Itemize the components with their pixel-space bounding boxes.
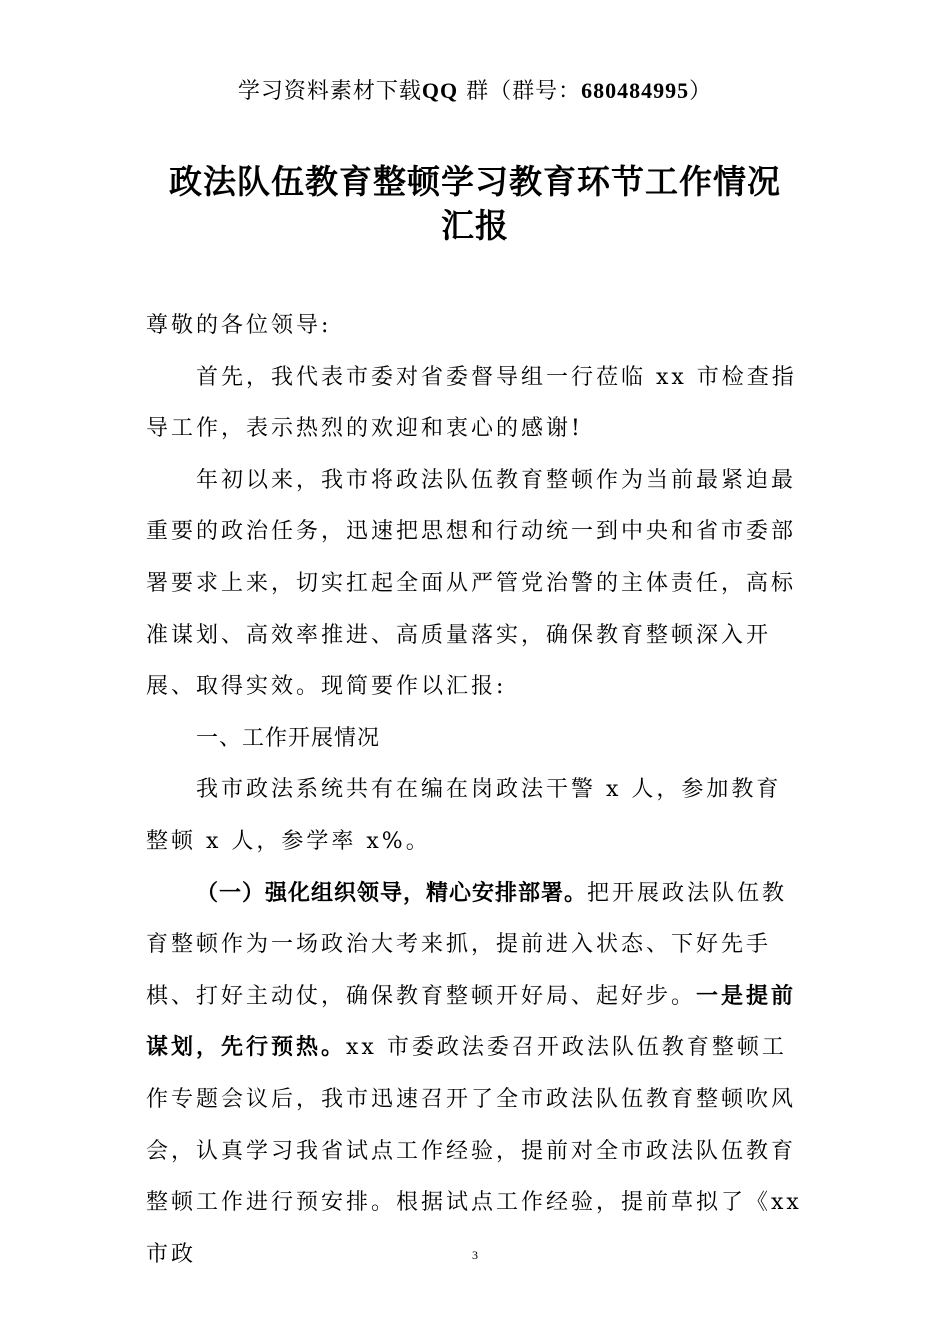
paragraph-4-lead: （一）强化组织领导，精心安排部署。 <box>196 880 588 906</box>
title-line-1: 政法队伍教育整顿学习教育环节工作情况 <box>169 162 781 201</box>
paragraph-4-text-2: xx 市委政法委召开政法队伍教育整顿工作专题会议后，我市迅速召开了全市政法队伍教育整顿吹风会，认真学习我省试点工作经验，提前对全市政法队伍教育整顿工作进行预安排。根据试点工作经验，提前草拟了《xx 市政 <box>146 1035 802 1267</box>
header-suffix: ） <box>689 79 713 104</box>
header-prefix: 学习资料素材下载 <box>237 79 422 104</box>
paragraph-4 <box>146 868 806 1281</box>
title-line-2: 汇报 <box>441 206 509 245</box>
paragraph-2: 年初以来，我市将政法队伍教育整顿作为当前最紧迫最重要的政治任务，迅速把思想和行动统一到中央和省市委部署要求上来，切实扛起全面从严管党治警的主体责任，高标准谋划、高效率推进、高质量落实，确保教育整顿深入开展、取得实效。现简要作以汇报: <box>146 467 797 700</box>
document-title <box>0 160 950 248</box>
paragraph-1: 首先，我代表市委对省委督导组一行莅临 xx 市检查指导工作，表示热烈的欢迎和衷心的感谢! <box>146 364 797 442</box>
salutation: 尊敬的各位领导: <box>146 313 332 338</box>
header-number: 680484995 <box>581 78 690 103</box>
section-heading-1: 一、工作开展情况 <box>196 725 381 751</box>
paragraph-4-lead-2: 一是提前谋划，先行预热。 <box>146 982 797 1061</box>
paragraph-4-text-1: 把开展政法队伍教育整顿作为一场政治大考来抓，提前进入状态、下好先手棋、打好主动仗，确保教育整顿开好局、起好步。 <box>146 880 788 1009</box>
document-body <box>146 300 806 1280</box>
header-mid: 群（群号： <box>466 79 582 104</box>
page-number: 3 <box>472 1248 478 1262</box>
header-qq: QQ <box>421 78 459 103</box>
page-header <box>0 74 950 105</box>
paragraph-3: 我市政法系统共有在编在岗政法干警 x 人，参加教育整顿 x 人，参学率 x%。 <box>146 777 782 854</box>
